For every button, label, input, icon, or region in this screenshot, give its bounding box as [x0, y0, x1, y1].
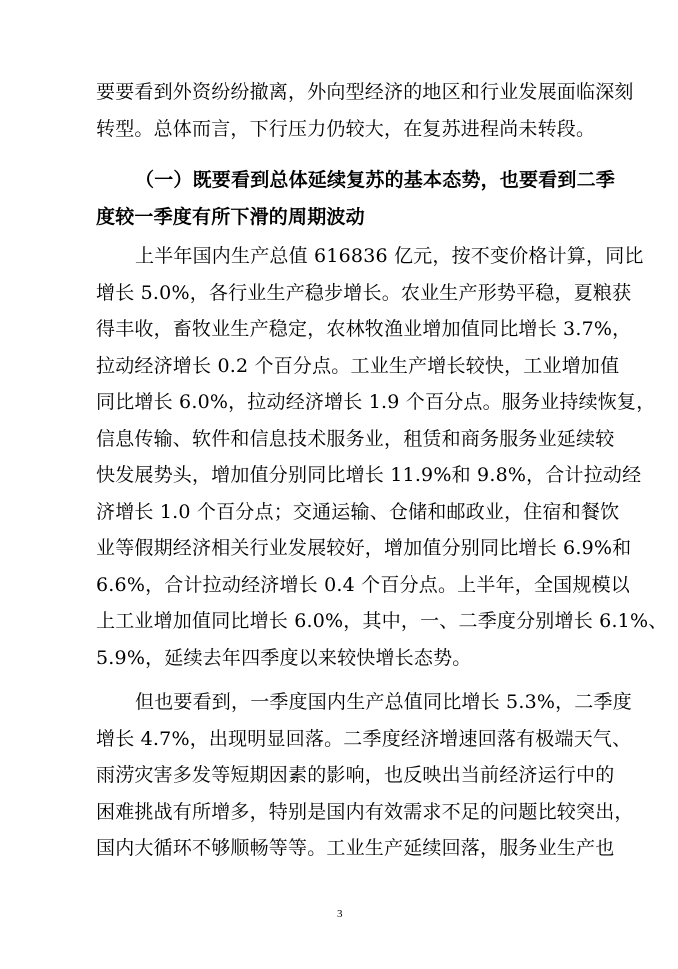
body-line: 增长 4.7%，出现明显回落。二季度经济增速回落有极端天气、	[96, 728, 632, 750]
body-line: 5.9%，延续去年四季度以来较快增长态势。	[96, 647, 472, 669]
body-line: 上半年国内生产总值 616836 亿元，按不变价格计算，同比	[135, 245, 644, 267]
body-line: 济增长 1.0 个百分点；交通运输、仓储和邮政业，住宿和餐饮	[96, 501, 620, 523]
page-number: 3	[337, 908, 343, 920]
body-line: 要要看到外资纷纷撤离，外向型经济的地区和行业发展面临深刻	[96, 81, 634, 103]
section-heading: 度较一季度有所下滑的周期波动	[96, 206, 365, 228]
body-line: 6.6%，合计拉动经济增长 0.4 个百分点。上半年，全国规模以	[96, 574, 630, 596]
body-line: 转型。总体而言，下行压力仍较大，在复苏进程尚未转段。	[96, 118, 596, 140]
body-line: 得丰收，畜牧业生产稳定，农林牧渔业增加值同比增长 3.7%，	[96, 318, 632, 340]
body-line: 增长 5.0%，各行业生产稳步增长。农业生产形势平稳，夏粮获	[96, 282, 632, 304]
body-line: 拉动经济增长 0.2 个百分点。工业生产增长较快，工业增加值	[96, 355, 620, 377]
body-line: 但也要看到，一季度国内生产总值同比增长 5.3%，二季度	[135, 691, 632, 713]
section-heading: （一）既要看到总体延续复苏的基本态势，也要看到二季	[135, 169, 616, 191]
body-line: 上工业增加值同比增长 6.0%，其中，一、二季度分别增长 6.1%、	[96, 610, 668, 632]
body-line: 同比增长 6.0%，拉动经济增长 1.9 个百分点。服务业持续恢复，	[96, 391, 656, 413]
body-line: 雨涝灾害多发等短期因素的影响，也反映出当前经济运行中的	[96, 764, 615, 786]
body-line: 国内大循环不够顺畅等等。工业生产延续回落，服务业生产也	[96, 837, 615, 859]
body-line: 困难挑战有所增多，特别是国内有效需求不足的问题比较突出，	[96, 801, 634, 823]
body-line: 信息传输、软件和信息技术服务业，租赁和商务服务业延续较	[96, 428, 615, 450]
body-line: 业等假期经济相关行业发展较好，增加值分别同比增长 6.9%和	[96, 537, 632, 559]
body-line: 快发展势头，增加值分别同比增长 11.9%和 9.8%，合计拉动经	[96, 464, 642, 486]
